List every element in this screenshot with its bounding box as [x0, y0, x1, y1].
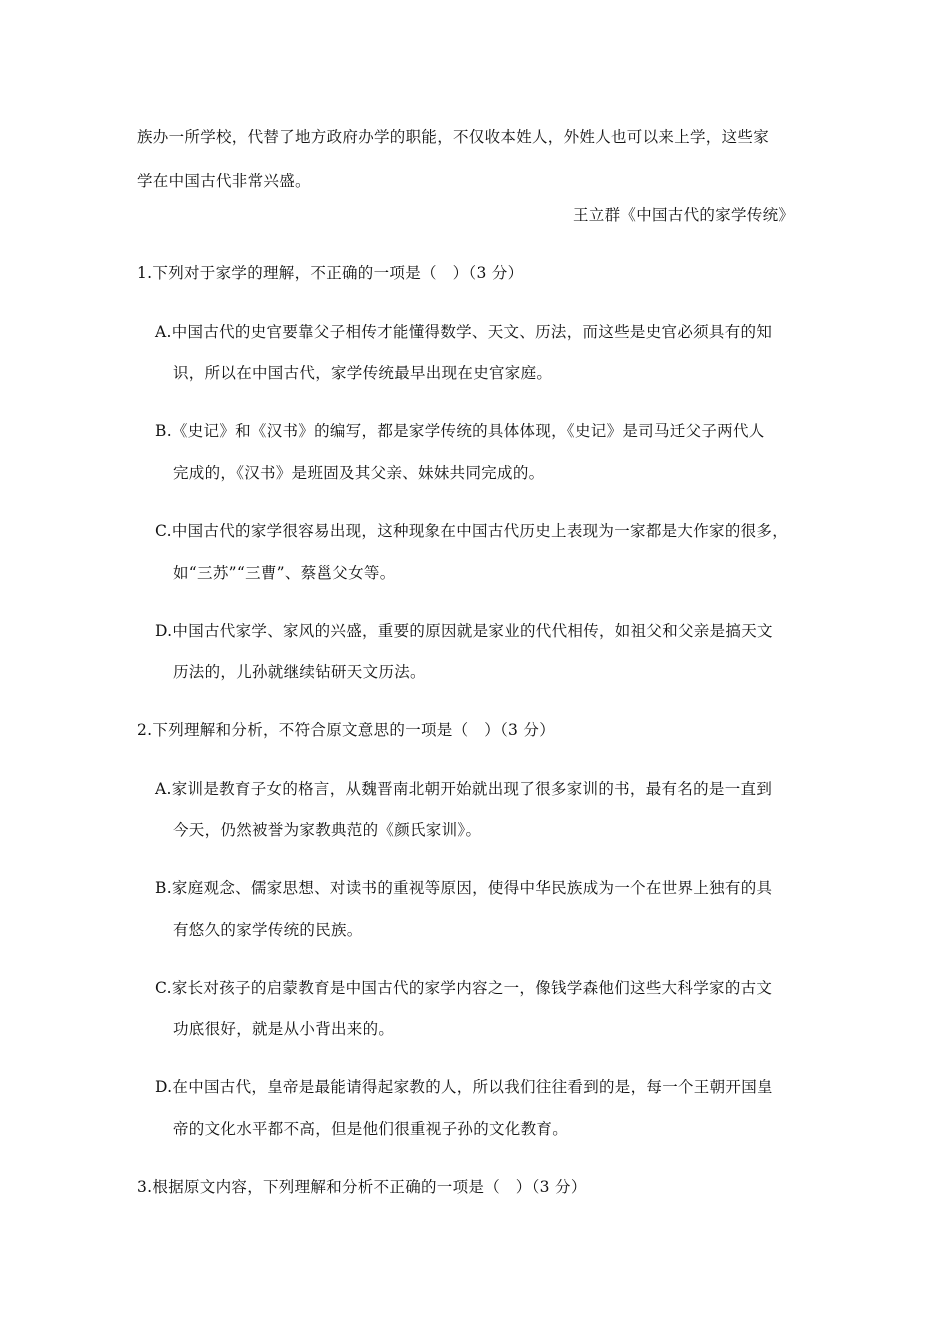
question-2-option-d-cont: 帝的文化水平都不高，但是他们很重视子孙的文化教育。 — [173, 1120, 569, 1138]
question-1-option-d-cont: 历法的，儿孙就继续钻研天文历法。 — [173, 663, 426, 681]
passage-source: 王立群《中国古代的家学传统》 — [573, 206, 795, 224]
question-2-option-a-cont: 今天，仍然被誉为家教典范的《颜氏家训》。 — [173, 821, 482, 839]
question-2-option-a: A.家训是教育子女的格言，从魏晋南北朝开始就出现了很多家训的书，最有名的是一直到 — [155, 780, 773, 798]
question-2-option-d: D.在中国古代，皇帝是最能请得起家教的人，所以我们往往看到的是，每一个王朝开国皇 — [155, 1078, 773, 1096]
question-2-option-c: C.家长对孩子的启蒙教育是中国古代的家学内容之一，像钱学森他们这些大科学家的古文 — [155, 979, 773, 997]
passage-line: 族办一所学校，代替了地方政府办学的职能，不仅收本姓人，外姓人也可以来上学，这些家 — [137, 128, 770, 146]
question-1-option-c: C.中国古代的家学很容易出现，这种现象在中国古代历史上表现为一家都是大作家的很多， — [155, 522, 789, 540]
question-2-stem: 2.下列理解和分析，不符合原文意思的一项是（ ）（3 分） — [137, 721, 556, 739]
question-1-stem: 1.下列对于家学的理解，不正确的一项是（ ）（3 分） — [137, 264, 524, 282]
passage-line: 学在中国古代非常兴盛。 — [137, 172, 311, 190]
question-1-option-d: D.中国古代家学、家风的兴盛，重要的原因就是家业的代代相传，如祖父和父亲是搞天文 — [155, 622, 773, 640]
question-1-option-a: A.中国古代的史官要靠父子相传才能懂得数学、天文、历法，而这些是史官必须具有的知 — [155, 323, 773, 341]
question-3-stem: 3.根据原文内容，下列理解和分析不正确的一项是（ ）（3 分） — [137, 1178, 587, 1196]
question-1-option-b: B.《史记》和《汉书》的编写，都是家学传统的具体体现，《史记》是司马迁父子两代人 — [155, 422, 765, 440]
question-1-option-b-cont: 完成的，《汉书》是班固及其父亲、妹妹共同完成的。 — [173, 464, 545, 482]
question-2-option-b-cont: 有悠久的家学传统的民族。 — [173, 921, 363, 939]
question-1-option-c-cont: 如“三苏”“三曹”、蔡邕父女等。 — [173, 564, 396, 582]
question-2-option-b: B.家庭观念、儒家思想、对读书的重视等原因，使得中华民族成为一个在世界上独有的具 — [155, 879, 773, 897]
question-2-option-c-cont: 功底很好，就是从小背出来的。 — [173, 1020, 395, 1038]
question-1-option-a-cont: 识，所以在中国古代，家学传统最早出现在史官家庭。 — [173, 364, 553, 382]
